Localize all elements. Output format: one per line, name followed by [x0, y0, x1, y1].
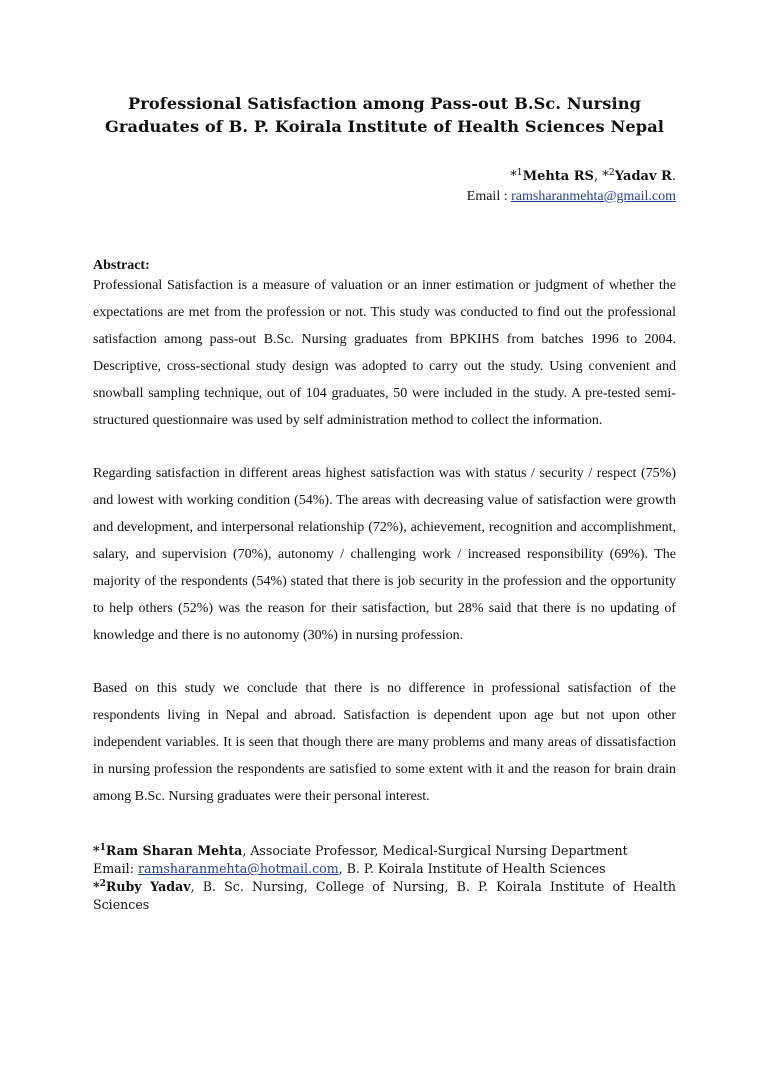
email-link[interactable]: ramsharanmehta@gmail.com [511, 189, 676, 204]
footnotes [93, 842, 676, 914]
paper-page [93, 92, 676, 914]
footnote-1-marker: * [93, 843, 100, 858]
paper-title [93, 92, 676, 138]
footnote-1-email-link[interactable]: ramsharanmehta@hotmail.com [137, 861, 339, 876]
footnote-1 [93, 842, 676, 860]
author-1-name: Mehta RS [522, 169, 594, 184]
author-2-marker: * [602, 169, 609, 184]
abstract-paragraph-3: Based on this study we conclude that there is no difference in professional satisfaction of the respondents living in Nepal and abroad. Satisfaction is dependent upon age but not upon other independent variables. It is seen that though there are many problems and many areas of dissatisfaction in nursing profession the respondents are satisfied to some extent with it and the reason for brain drain among B.Sc. Nursing graduates were their personal interest. [93, 681, 676, 804]
abstract-paragraph-1: Professional Satisfaction is a measure of valuation or an inner estimation or judgment of whether the expectations are met from the profession or not. This study was conducted to find out the professional satisfaction among pass-out B.Sc. Nursing graduates from BPKIHS from batches 1996 to 2004. Descriptive, cross-sectional study design was adopted to carry out the study. Using convenient and snowball sampling technique, out of 104 graduates, 50 were included in the study. A pre-tested semi-structured questionnaire was used by self administration method to collect the information. [93, 278, 676, 428]
author-separator: , [593, 169, 603, 184]
footnote-2-superscript: 2 [99, 879, 106, 889]
title-line-2: Graduates of B. P. Koirala Institute of Health Sciences Nepal [104, 117, 665, 136]
footnote-1-superscript: 1 [99, 843, 106, 853]
author-2-name: Yadav R [614, 169, 672, 184]
abstract-paragraph-2: Regarding satisfaction in different areas highest satisfaction was with status / security / respect (75%) and lowest with working condition (54%). The areas with decreasing value of satisfaction were growth and development, and interpersonal relationship (72%), achievement, recognition and accomplishment, salary, and supervision (70%), autonomy / challenging work / increased responsibility (69%). The majority of the respondents (54%) stated that there is job security in the profession and the opportunity to help others (52%) was the reason for their satisfaction, but 28% said that there is no updating of knowledge and there is no autonomy (30%) in nursing profession. [93, 466, 676, 643]
footnote-2 [93, 878, 676, 914]
email-label: Email : [466, 189, 512, 204]
title-line-1: Professional Satisfaction among Pass-out B.Sc. Nursing [128, 94, 641, 113]
author-1-marker: * [510, 169, 517, 184]
author-line-end: . [671, 169, 676, 184]
footnote-2-details: , B. Sc. Nursing, College of Nursing, B. P. Koirala Institute of Health Sciences [93, 879, 676, 912]
footnote-2-marker: * [93, 879, 100, 894]
footnote-1-name: Ram Sharan Mehta [105, 843, 243, 858]
footnote-1-role: , Associate Professor, Medical-Surgical Nursing Department [242, 843, 628, 858]
footnote-1-affiliation: , B. P. Koirala Institute of Health Sciences [338, 861, 606, 876]
author-1-superscript: 1 [516, 167, 523, 178]
footnote-1-email-line [93, 860, 676, 878]
footnote-1-email-label: Email: [93, 861, 138, 876]
abstract-heading: Abstract: [93, 258, 150, 273]
footnote-2-name: Ruby Yadav [105, 879, 191, 894]
email-line [93, 187, 676, 207]
author-2-superscript: 2 [608, 167, 615, 178]
author-line [93, 167, 676, 187]
